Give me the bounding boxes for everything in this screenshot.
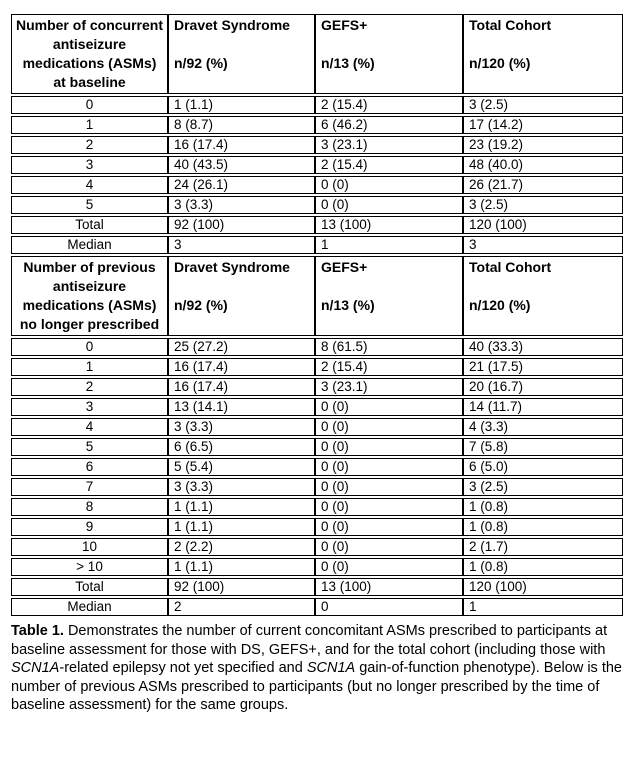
header-cell-category: Number of previous antiseizure medications (ASMs) no longer prescribed — [11, 256, 168, 336]
row-label-cell: 4 — [11, 418, 168, 436]
data-cell: 4 (3.3) — [463, 418, 623, 436]
header-group-name: GEFS+ — [321, 17, 368, 33]
data-cell: 120 (100) — [463, 216, 623, 234]
data-cell: 16 (17.4) — [168, 358, 315, 376]
data-cell: 2 (15.4) — [315, 156, 463, 174]
table-row — [11, 458, 623, 476]
row-label-cell: 5 — [11, 196, 168, 214]
asm-table-body — [11, 14, 623, 616]
data-cell: 40 (43.5) — [168, 156, 315, 174]
table-row — [11, 338, 623, 356]
data-cell: 16 (17.4) — [168, 136, 315, 154]
data-cell: 20 (16.7) — [463, 378, 623, 396]
table-row — [11, 136, 623, 154]
data-cell: 3 (3.3) — [168, 196, 315, 214]
header-group-denominator: n/13 (%) — [321, 297, 375, 313]
header-group-name: Total Cohort — [469, 259, 552, 275]
row-label-cell: 2 — [11, 136, 168, 154]
data-cell: 0 (0) — [315, 438, 463, 456]
data-cell: 0 (0) — [315, 458, 463, 476]
data-cell: 40 (33.3) — [463, 338, 623, 356]
header-group-denominator: n/120 (%) — [469, 55, 531, 71]
data-cell: 13 (100) — [315, 578, 463, 596]
row-label-cell: 1 — [11, 116, 168, 134]
table-caption — [11, 622, 628, 715]
row-label-cell: Median — [11, 236, 168, 254]
row-label-cell: 7 — [11, 478, 168, 496]
row-label-cell: Total — [11, 578, 168, 596]
row-label-cell: 10 — [11, 538, 168, 556]
table-row — [11, 518, 623, 536]
data-cell: 6 (6.5) — [168, 438, 315, 456]
data-cell: 2 (15.4) — [315, 96, 463, 114]
header-cell-group — [463, 256, 623, 336]
header-group-name: GEFS+ — [321, 259, 368, 275]
data-cell: 2 (2.2) — [168, 538, 315, 556]
header-group-name: Total Cohort — [469, 17, 552, 33]
table-row — [11, 538, 623, 556]
data-cell: 3 (23.1) — [315, 378, 463, 396]
row-label-cell: 1 — [11, 358, 168, 376]
header-group-name: Dravet Syndrome — [174, 259, 290, 275]
data-cell: 2 (1.7) — [463, 538, 623, 556]
table-row — [11, 438, 623, 456]
data-cell: 8 (8.7) — [168, 116, 315, 134]
header-cell-group — [168, 256, 315, 336]
data-cell: 21 (17.5) — [463, 358, 623, 376]
data-cell: 3 (3.3) — [168, 418, 315, 436]
data-cell: 1 — [463, 598, 623, 616]
header-group-name: Dravet Syndrome — [174, 17, 290, 33]
header-cell-group — [168, 14, 315, 94]
data-cell: 16 (17.4) — [168, 378, 315, 396]
data-cell: 1 (1.1) — [168, 498, 315, 516]
data-cell: 3 — [168, 236, 315, 254]
row-label-cell: 5 — [11, 438, 168, 456]
data-cell: 0 (0) — [315, 418, 463, 436]
caption-text-1: Demonstrates the number of current concomitant ASMs prescribed to participants at baseline assessment for those with DS, GEFS+, and for the total cohort (including those with — [11, 623, 608, 658]
data-cell: 1 (1.1) — [168, 558, 315, 576]
data-cell: 1 (1.1) — [168, 518, 315, 536]
row-label-cell: 3 — [11, 156, 168, 174]
row-label-cell: 6 — [11, 458, 168, 476]
row-label-cell: 9 — [11, 518, 168, 536]
data-cell: 2 — [168, 598, 315, 616]
data-cell: 3 (3.3) — [168, 478, 315, 496]
row-label-cell: 8 — [11, 498, 168, 516]
header-cell-group — [315, 14, 463, 94]
table-row — [11, 176, 623, 194]
data-cell: 24 (26.1) — [168, 176, 315, 194]
caption-label: Table 1. — [11, 623, 64, 639]
data-cell: 6 (5.0) — [463, 458, 623, 476]
header-cell-group — [463, 14, 623, 94]
data-cell: 23 (19.2) — [463, 136, 623, 154]
data-cell: 13 (14.1) — [168, 398, 315, 416]
row-label-cell: Median — [11, 598, 168, 616]
caption-text-2: -related epilepsy not yet specified and — [59, 660, 307, 676]
data-cell: 2 (15.4) — [315, 358, 463, 376]
data-cell: 0 (0) — [315, 518, 463, 536]
table-row — [11, 216, 623, 234]
data-cell: 13 (100) — [315, 216, 463, 234]
section-header-row — [11, 14, 623, 94]
header-group-denominator: n/92 (%) — [174, 297, 228, 313]
data-cell: 120 (100) — [463, 578, 623, 596]
data-cell: 48 (40.0) — [463, 156, 623, 174]
table-row — [11, 598, 623, 616]
data-cell: 1 (0.8) — [463, 498, 623, 516]
table-row — [11, 558, 623, 576]
caption-gene-scn1a-2: SCN1A — [306, 660, 356, 676]
header-cell-group — [315, 256, 463, 336]
data-cell: 92 (100) — [168, 578, 315, 596]
data-cell: 0 (0) — [315, 558, 463, 576]
data-cell: 0 (0) — [315, 478, 463, 496]
data-cell: 0 (0) — [315, 398, 463, 416]
section-header-row — [11, 256, 623, 336]
data-cell: 7 (5.8) — [463, 438, 623, 456]
table-row — [11, 478, 623, 496]
row-label-cell: 3 — [11, 398, 168, 416]
data-cell: 0 (0) — [315, 176, 463, 194]
table-row — [11, 236, 623, 254]
row-label-cell: 2 — [11, 378, 168, 396]
table-row — [11, 378, 623, 396]
data-cell: 17 (14.2) — [463, 116, 623, 134]
table-row — [11, 578, 623, 596]
header-cell-category: Number of concurrent antiseizure medications (ASMs) at baseline — [11, 14, 168, 94]
asm-table — [11, 12, 623, 618]
data-cell: 26 (21.7) — [463, 176, 623, 194]
row-label-cell: 0 — [11, 96, 168, 114]
data-cell: 1 — [315, 236, 463, 254]
data-cell: 1 (1.1) — [168, 96, 315, 114]
table-row — [11, 358, 623, 376]
caption-gene-scn1a-1: SCN1A — [11, 660, 60, 676]
data-cell: 3 — [463, 236, 623, 254]
data-cell: 3 (2.5) — [463, 96, 623, 114]
row-label-cell: 0 — [11, 338, 168, 356]
table-row — [11, 418, 623, 436]
data-cell: 0 (0) — [315, 538, 463, 556]
data-cell: 3 (2.5) — [463, 196, 623, 214]
row-label-cell: 4 — [11, 176, 168, 194]
header-group-denominator: n/92 (%) — [174, 55, 228, 71]
header-group-denominator: n/13 (%) — [321, 55, 375, 71]
table-row — [11, 498, 623, 516]
data-cell: 14 (11.7) — [463, 398, 623, 416]
table-row — [11, 116, 623, 134]
data-cell: 0 — [315, 598, 463, 616]
data-cell: 3 (2.5) — [463, 478, 623, 496]
data-cell: 3 (23.1) — [315, 136, 463, 154]
table-row — [11, 196, 623, 214]
data-cell: 25 (27.2) — [168, 338, 315, 356]
table-row — [11, 96, 623, 114]
data-cell: 8 (61.5) — [315, 338, 463, 356]
table-row — [11, 398, 623, 416]
data-cell: 6 (46.2) — [315, 116, 463, 134]
data-cell: 0 (0) — [315, 196, 463, 214]
data-cell: 0 (0) — [315, 498, 463, 516]
table-row — [11, 156, 623, 174]
data-cell: 92 (100) — [168, 216, 315, 234]
header-group-denominator: n/120 (%) — [469, 297, 531, 313]
row-label-cell: > 10 — [11, 558, 168, 576]
caption-text-3: gain-of-function phenotype). Below is the number of previous ASMs prescribed to participants (but no longer prescribed by the time of baseline assessment) for the same groups. — [11, 660, 622, 713]
row-label-cell: Total — [11, 216, 168, 234]
data-cell: 1 (0.8) — [463, 558, 623, 576]
data-cell: 1 (0.8) — [463, 518, 623, 536]
data-cell: 5 (5.4) — [168, 458, 315, 476]
